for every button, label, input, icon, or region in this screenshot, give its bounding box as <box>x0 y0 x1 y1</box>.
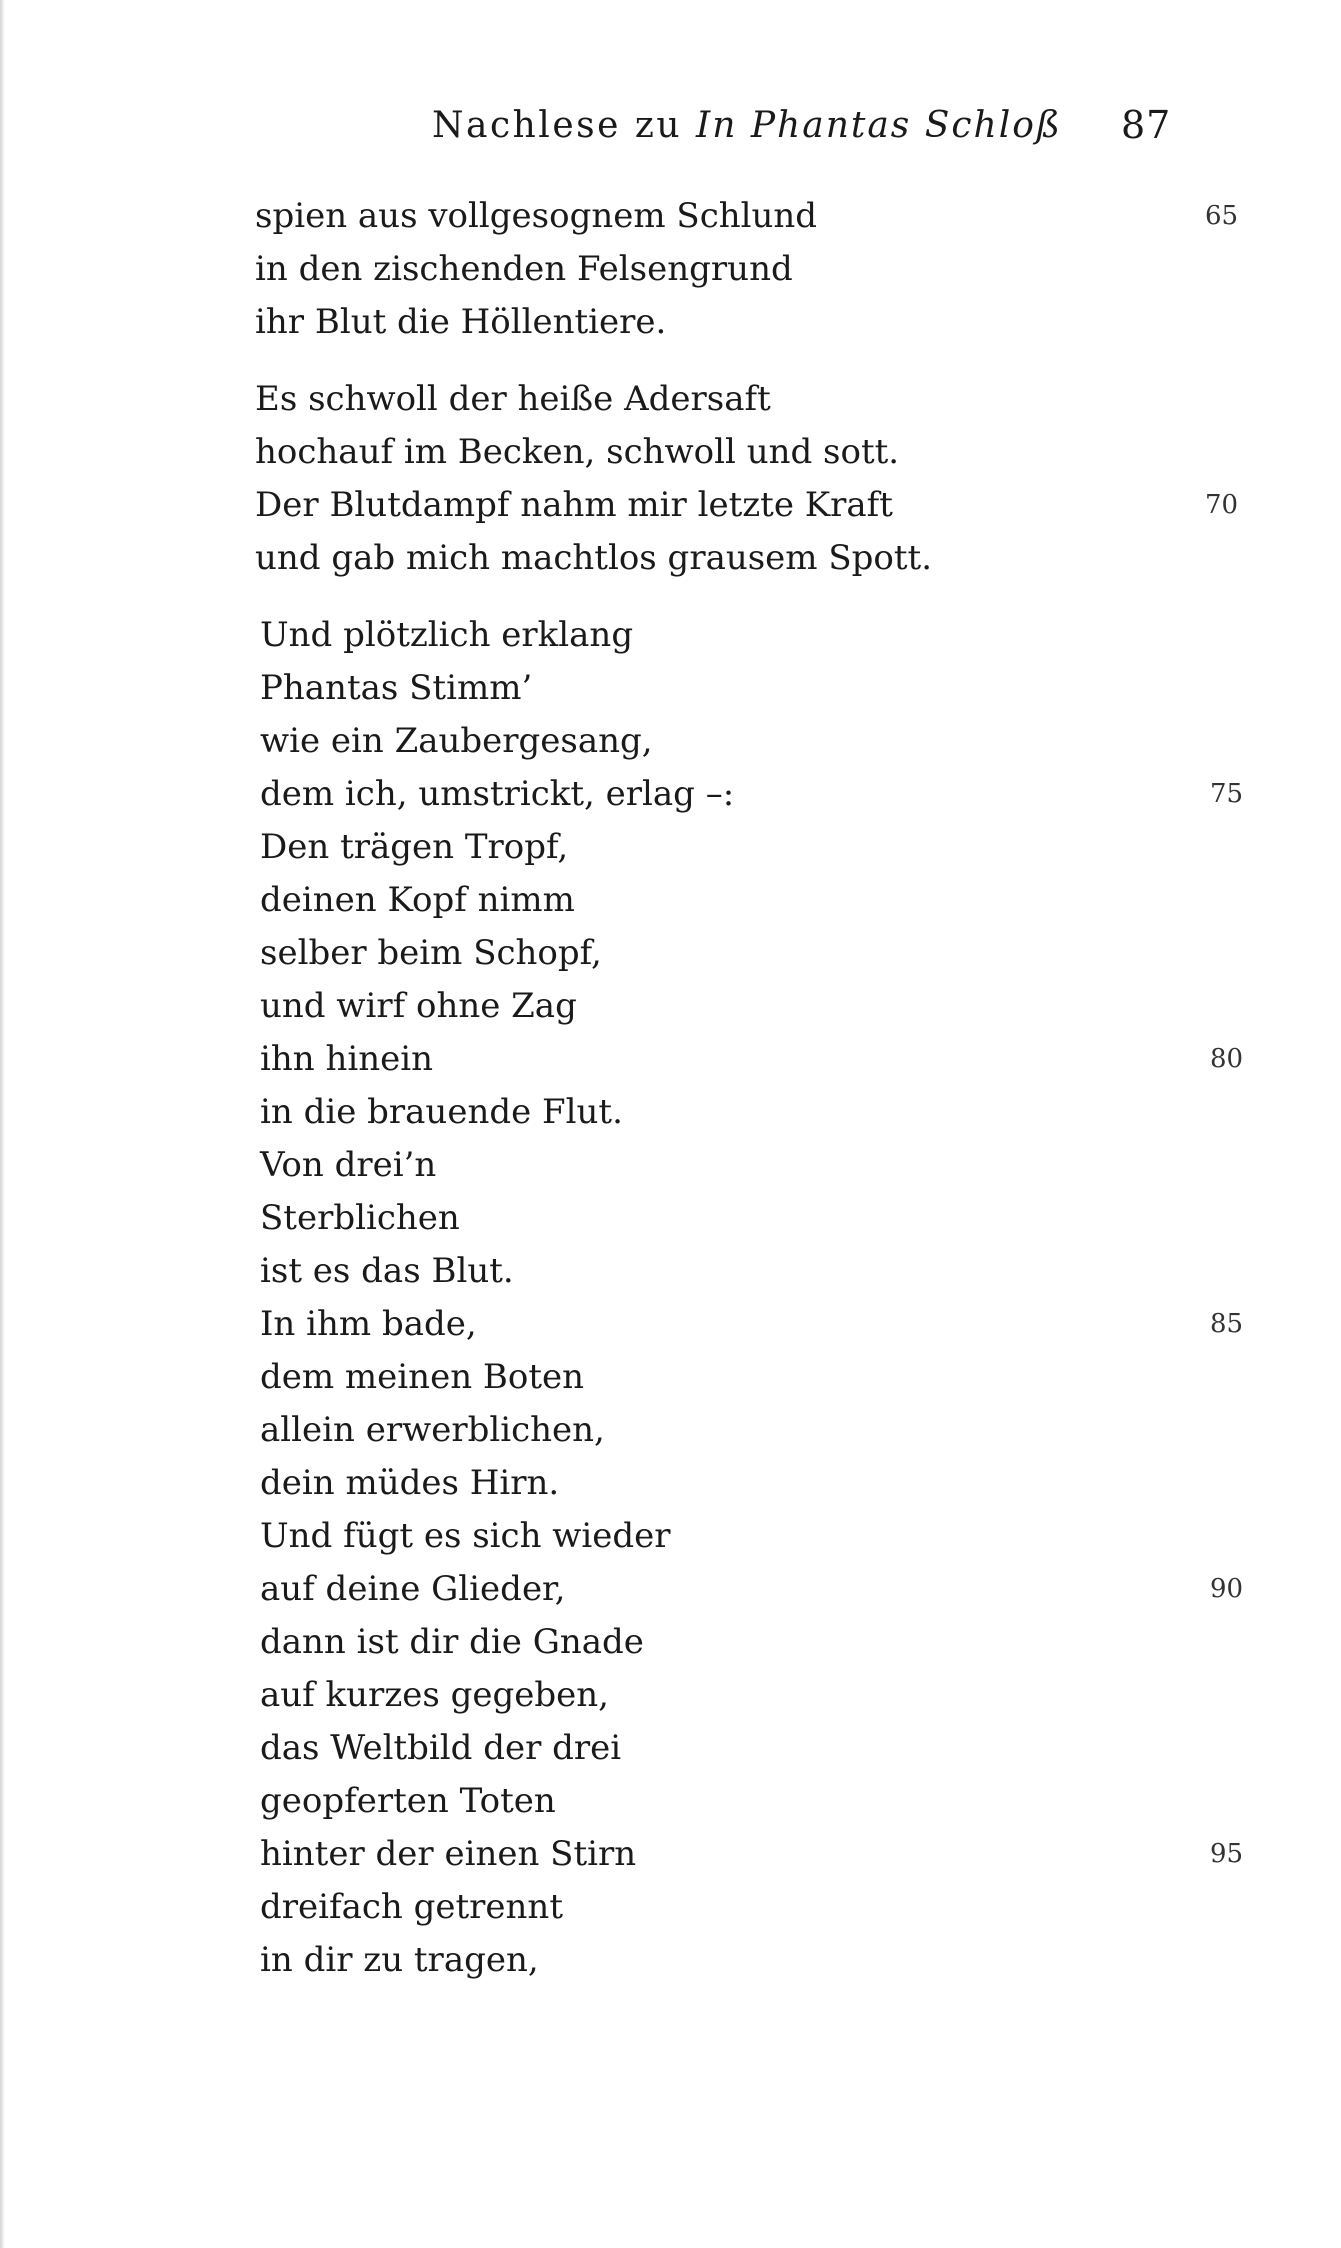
verse-line-text: hinter der einen Stirn <box>260 1834 637 1874</box>
verse-line <box>260 768 1260 821</box>
verse-line <box>255 426 1255 479</box>
verse-line <box>255 296 1255 349</box>
verse-line-text: Sterblichen <box>260 1198 460 1238</box>
verse-line-text: ihr Blut die Höllentiere. <box>255 302 667 342</box>
verse-line <box>260 1775 1260 1828</box>
poem-body <box>255 190 1255 2064</box>
scan-edge <box>0 0 5 2248</box>
running-head <box>432 105 1062 146</box>
verse-line <box>260 1722 1260 1775</box>
verse-line <box>260 1510 1260 1563</box>
verse-line-text: das Weltbild der drei <box>260 1728 622 1768</box>
verse-line-text: Es schwoll der heiße Adersaft <box>255 379 771 419</box>
verse-line <box>255 190 1255 243</box>
verse-line <box>260 1457 1260 1510</box>
verse-line <box>260 609 1260 662</box>
verse-line-text: und wirf ohne Zag <box>260 986 577 1026</box>
verse-line-text: Den trägen Tropf, <box>260 827 569 867</box>
verse-line-text: Der Blutdampf nahm mir letzte Kraft <box>255 485 893 525</box>
verse-line-text: spien aus vollgesognem Schlund <box>255 196 818 236</box>
verse-line <box>260 1139 1260 1192</box>
verse-line-text: allein erwerblichen, <box>260 1410 605 1450</box>
verse-line <box>260 1563 1260 1616</box>
verse-line <box>260 1033 1260 1086</box>
verse-line-text: in den zischenden Felsengrund <box>255 249 793 289</box>
stanza-2 <box>255 373 1255 585</box>
verse-line <box>260 662 1260 715</box>
verse-line <box>255 479 1255 532</box>
verse-line <box>260 1881 1260 1934</box>
verse-line-text: in dir zu tragen, <box>260 1940 539 1980</box>
verse-line-text: selber beim Schopf, <box>260 933 602 973</box>
verse-line-text: geopferten Toten <box>260 1781 556 1821</box>
verse-line <box>255 373 1255 426</box>
verse-line-text: Und plötzlich erklang <box>260 615 634 655</box>
verse-line-text: dem ich, umstrickt, erlag –: <box>260 774 735 814</box>
verse-line-text: Von drei’n <box>260 1145 437 1185</box>
verse-line-text: wie ein Zaubergesang, <box>260 721 653 761</box>
verse-line <box>260 1934 1260 1987</box>
verse-line-text: auf kurzes gegeben, <box>260 1675 609 1715</box>
verse-line-text: in die brauende Flut. <box>260 1092 623 1132</box>
verse-line <box>260 927 1260 980</box>
line-number: 75 <box>1210 779 1244 809</box>
verse-line-text: ist es das Blut. <box>260 1251 514 1291</box>
verse-line <box>260 1351 1260 1404</box>
verse-line <box>260 1086 1260 1139</box>
line-number: 65 <box>1205 201 1239 231</box>
verse-line-text: dann ist dir die Gnade <box>260 1622 644 1662</box>
verse-line-text: dreifach getrennt <box>260 1887 563 1927</box>
verse-line <box>260 1828 1260 1881</box>
verse-line-text: auf deine Glieder, <box>260 1569 566 1609</box>
verse-line <box>260 1245 1260 1298</box>
page-number: 87 <box>1121 103 1172 147</box>
verse-line-text: dein müdes Hirn. <box>260 1463 560 1503</box>
stanza-3 <box>255 609 1255 2040</box>
verse-line-text: deinen Kopf nimm <box>260 880 575 920</box>
verse-line-text: Phantas Stimm’ <box>260 668 533 708</box>
verse-line <box>255 532 1255 585</box>
verse-line <box>260 1298 1260 1351</box>
verse-line-text: hochauf im Becken, schwoll und sott. <box>255 432 900 472</box>
verse-line <box>260 980 1260 1033</box>
line-number: 90 <box>1210 1574 1244 1604</box>
verse-line <box>260 1987 1260 2040</box>
line-number: 80 <box>1210 1044 1244 1074</box>
running-head-title: In Phantas Schloß <box>695 105 1062 146</box>
verse-line <box>260 1616 1260 1669</box>
verse-line <box>260 874 1260 927</box>
verse-line-text: und gab mich machtlos grausem Spott. <box>255 538 933 578</box>
stanza-1 <box>255 190 1255 349</box>
verse-line-text: ihn hinein <box>260 1039 434 1079</box>
verse-line-text: Und fügt es sich wieder <box>260 1516 671 1556</box>
line-number: 95 <box>1210 1839 1244 1869</box>
verse-line-text: dem meinen Boten <box>260 1357 585 1397</box>
verse-line <box>260 821 1260 874</box>
line-number: 70 <box>1205 490 1239 520</box>
verse-line <box>260 1404 1260 1457</box>
line-number: 85 <box>1210 1309 1244 1339</box>
running-head-prefix: Nachlese zu <box>432 105 683 146</box>
verse-line <box>260 1192 1260 1245</box>
verse-line-text: In ihm bade, <box>260 1304 477 1344</box>
verse-line <box>260 1669 1260 1722</box>
verse-line <box>255 243 1255 296</box>
verse-line <box>260 715 1260 768</box>
